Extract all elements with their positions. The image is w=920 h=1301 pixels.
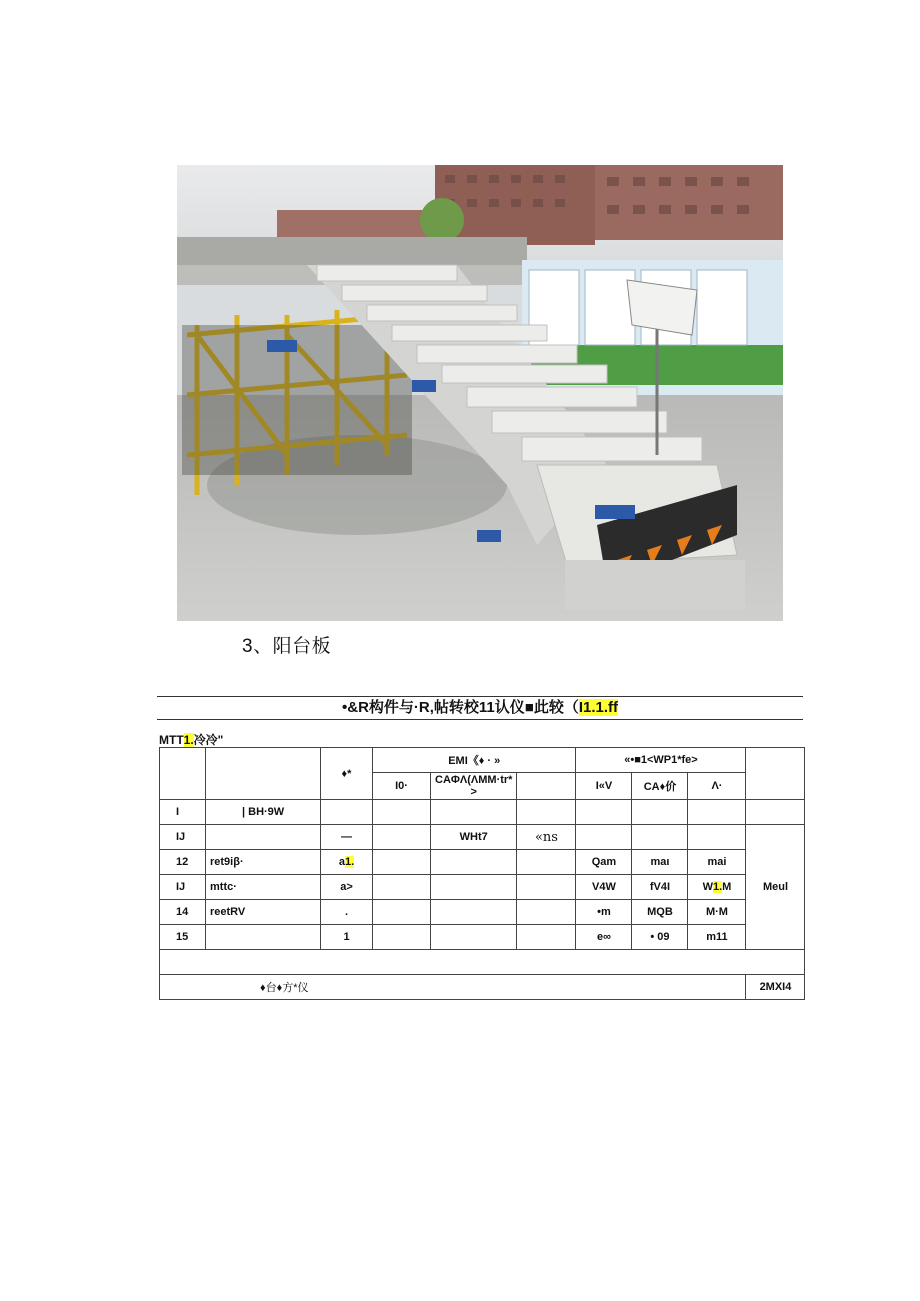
- table-subhead: [159, 731, 223, 748]
- row-name: mttc·: [206, 875, 321, 900]
- table-title-text: •&R构件与·R,帖转校11认仪■此较（: [341, 699, 579, 716]
- row-name: [206, 825, 321, 850]
- section-caption: 3、阳台板: [242, 636, 332, 657]
- row-index: IJ: [160, 875, 206, 900]
- subhead-suffix: 冷冷": [193, 733, 224, 747]
- row-cell: [632, 800, 688, 825]
- header-cell-index: [160, 748, 206, 800]
- row-cell: [431, 850, 517, 875]
- empty-row-cell: [160, 950, 805, 975]
- table-row: [160, 800, 805, 825]
- header-group-1: EMI《♦ · »: [373, 748, 576, 773]
- row-cell: [517, 875, 576, 900]
- row-index: IJ: [160, 825, 206, 850]
- row-cell: [373, 925, 431, 950]
- header-row: [160, 748, 805, 773]
- row-cell: —: [321, 825, 373, 850]
- row-cell: [688, 825, 746, 850]
- row-cell: e∞: [576, 925, 632, 950]
- row-index: 14: [160, 900, 206, 925]
- row-index: I: [160, 800, 206, 825]
- header-cell-3: ♦*: [321, 748, 373, 800]
- footer-value: 2MXI4: [746, 975, 805, 1000]
- row-cell: [373, 850, 431, 875]
- row-name: ret9iβ·: [206, 850, 321, 875]
- header-cell-name: [206, 748, 321, 800]
- row-cell-highlight-text: 1.: [344, 856, 355, 868]
- row-cell: [517, 850, 576, 875]
- title-rule-bottom: [157, 719, 803, 720]
- row-cell: •m: [576, 900, 632, 925]
- merged-right-cell: Meul: [746, 825, 805, 950]
- row-cell: [431, 925, 517, 950]
- row-cell: [431, 800, 517, 825]
- row-cell: [576, 800, 632, 825]
- subhead-highlight: 1.: [183, 733, 194, 747]
- row-cell: V4W: [576, 875, 632, 900]
- row-cell: MQB: [632, 900, 688, 925]
- row-cell-highlight: [688, 875, 746, 900]
- table-title-highlight: I1.1.ff: [578, 699, 619, 716]
- row-cell: maι: [632, 850, 688, 875]
- row-cell-suffix: M: [722, 881, 732, 893]
- row-cell: .: [321, 900, 373, 925]
- row-cell: [321, 800, 373, 825]
- row-cell: fV4I: [632, 875, 688, 900]
- header-sub-3: [517, 773, 576, 800]
- row-cell: 1: [321, 925, 373, 950]
- table-row-empty: [160, 950, 805, 975]
- row-name: [206, 925, 321, 950]
- staircase-photo: [177, 165, 783, 621]
- row-cell: [688, 800, 746, 825]
- subhead-prefix: MTT: [159, 733, 184, 747]
- table-footer-row: [160, 975, 805, 1000]
- row-name: | BH·9W: [206, 800, 321, 825]
- row-cell: [517, 800, 576, 825]
- table-row: [160, 825, 805, 850]
- header-cell-last: [746, 748, 805, 800]
- row-cell: [746, 800, 805, 825]
- row-cell: mai: [688, 850, 746, 875]
- row-index: 12: [160, 850, 206, 875]
- table-row: [160, 850, 805, 875]
- footer-label: ♦台♦方*仪: [160, 975, 746, 1000]
- row-cell: [576, 825, 632, 850]
- row-cell: [431, 875, 517, 900]
- row-cell: [373, 900, 431, 925]
- row-index: 15: [160, 925, 206, 950]
- row-cell: [431, 900, 517, 925]
- row-cell: [373, 875, 431, 900]
- table-row: [160, 925, 805, 950]
- header-sub-6: Λ·: [688, 773, 746, 800]
- row-cell-prefix: a: [338, 856, 345, 868]
- table-row: [160, 875, 805, 900]
- row-cell-prefix: W: [702, 881, 713, 893]
- row-cell: a>: [321, 875, 373, 900]
- table-row: [160, 900, 805, 925]
- row-cell: «ns: [517, 825, 576, 850]
- row-cell: [632, 825, 688, 850]
- row-cell: WHt7: [431, 825, 517, 850]
- row-cell: M·M: [688, 900, 746, 925]
- row-cell: [373, 825, 431, 850]
- header-sub-1: I0·: [373, 773, 431, 800]
- row-cell: Qam: [576, 850, 632, 875]
- header-sub-2: CAΦΛ(ΛMM·tr* >: [431, 773, 517, 800]
- row-cell-highlight-text: 1.: [712, 881, 723, 893]
- row-name: reetRV: [206, 900, 321, 925]
- header-sub-5: CA♦价: [632, 773, 688, 800]
- row-cell: [517, 900, 576, 925]
- row-cell: [373, 800, 431, 825]
- row-cell: m11: [688, 925, 746, 950]
- table-title: [157, 697, 803, 719]
- row-cell: • 09: [632, 925, 688, 950]
- comparison-table: [159, 747, 805, 1000]
- row-cell: [517, 925, 576, 950]
- header-group-2: «•■1<WP1*fe>: [576, 748, 746, 773]
- row-cell-highlight: [321, 850, 373, 875]
- header-sub-4: I«V: [576, 773, 632, 800]
